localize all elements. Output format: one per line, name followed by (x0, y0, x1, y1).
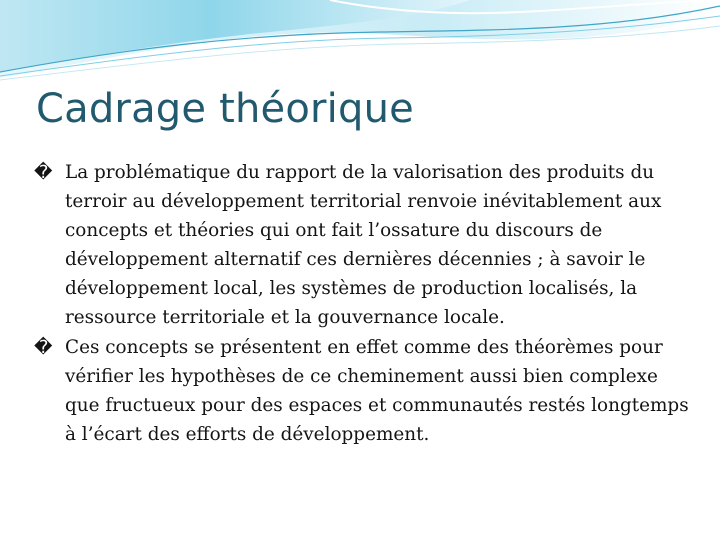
bullet-list (34, 158, 694, 450)
bullet-marker-icon: � (34, 337, 53, 358)
bullet-text-1: La problématique du rapport de la valorisation des produits du terroir au développement territorial renvoie inévitablement aux concepts et théories qui ont fait l’ossature du discours de développement alternatif ces dernières décennies ; à savoir le développement local, les systèmes de production localisés, la ressource territoriale et la gouvernance locale. (65, 162, 662, 328)
bullet-item-1 (34, 158, 694, 332)
bullet-item-2 (34, 333, 694, 449)
decorative-wave-header (0, 0, 720, 100)
slide-title: Cadrage théorique (36, 86, 414, 132)
bullet-text-2: Ces concepts se présentent en effet comme des théorèmes pour vérifier les hypothèses de ce cheminement aussi bien complexe que fructueux pour des espaces et communautés restés longtemps à l’écart des efforts de développement. (65, 337, 689, 445)
bullet-marker-icon: � (34, 162, 53, 183)
